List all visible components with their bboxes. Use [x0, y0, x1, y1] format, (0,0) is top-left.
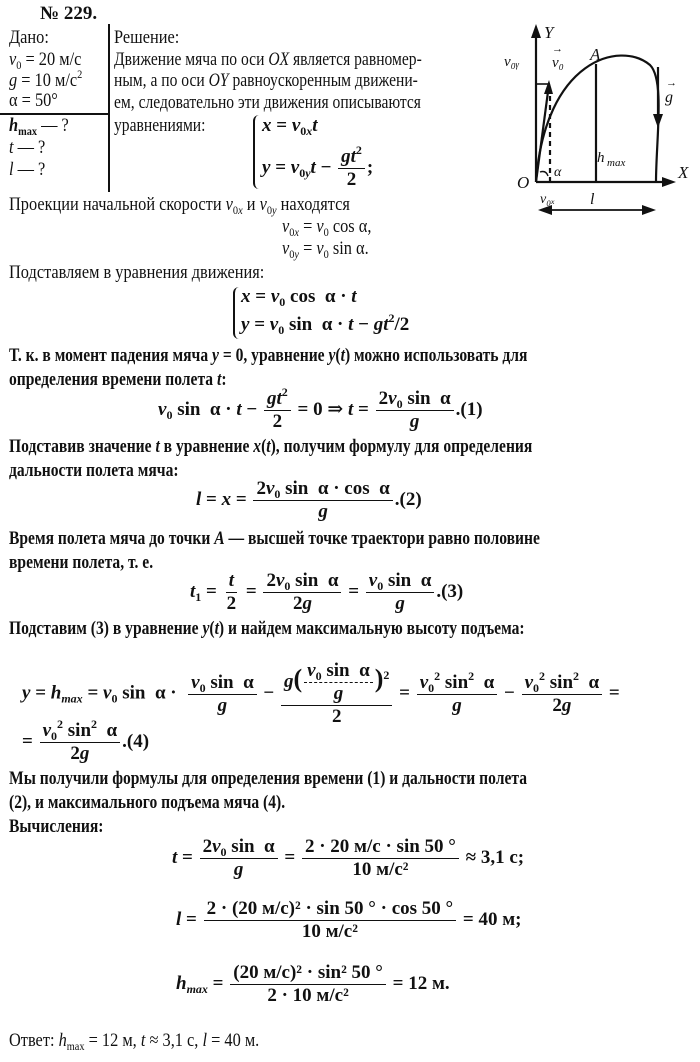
calc-t: t = $\frac{2v_0 \sin \alpha}{g}$ = $\frac{2 \cdot 20 м/с \cdot \sin 50 ^\circ}{\text{10 м/с²}}$ ≈ 3,1 с; [172, 836, 525, 880]
given-g: g = 10 $м/с^2$ [9, 67, 83, 91]
summary-line-2: (2), и максимального подъема мяча (4). [9, 792, 286, 813]
unknown-l: l — ? [9, 159, 46, 180]
equation-hmax-derivation: $y = h_{max} = v_0$ sin α · $\frac{v_0 \sin \alpha}{g}$ − g( $\frac{v_0 \sin \alpha}{g}$ )$^2$ 2 = $\frac{v_0^2 \sin^2 \alpha}{g}$ − $\frac{v_0^2 \sin^2 \alpha}{2g}$ = [22, 660, 620, 727]
svg-text:v₀ₓ: v₀ₓ [540, 192, 556, 207]
svg-text:h: h [597, 150, 605, 166]
equation-3: $t_1$ = $\frac{t}{2}$ = $\frac{2v_0 \sin \alpha}{2g}$ = $\frac{v_0 \sin \alpha}{g}$ .(3) [190, 570, 464, 614]
system1-eq1: $x = v_{0x}t$ [262, 115, 318, 138]
calc-hmax: $h_{max}$ = $\frac{\text{(20 м/с)² · sin² 50 °}}{\text{2 · 10 м/с²}}$ = 12 м. [176, 962, 450, 1006]
projection-eq-x: $v_{0x} = v_0$ cos α, [282, 216, 372, 239]
fall-text-line-1: Т. к. в момент падения мяча y = 0, уравнение y(t) можно использовать для [9, 345, 528, 366]
label-x-axis: X [678, 163, 689, 182]
range-text-line-2: дальности полета мяча: [9, 460, 179, 481]
summary-line-1: Мы получили формулы для определения времени (1) и дальности полета [9, 768, 528, 789]
solution-line-2: ным, а по оси OY равноускоренным движени- [114, 70, 418, 91]
solution-line-3: ем, следовательно эти движения описываются [114, 92, 421, 113]
unknown-hmax: $h_{max}$ — ? [9, 115, 69, 138]
label-apex: A [590, 45, 601, 64]
fall-text-line-2: определения времени полета t: [9, 369, 227, 390]
given-vertical-divider [108, 24, 110, 192]
system2-eq1: $x = v_0$ cos α · t [241, 286, 357, 309]
range-text-line-1: Подставив значение t в уравнение x(t), получим формулу для определения [9, 436, 533, 457]
svg-text:v₀: v₀ [552, 55, 564, 71]
label-origin: O [517, 173, 530, 192]
svg-text:v₀ᵧ: v₀ᵧ [504, 54, 520, 70]
given-v0: $v_0 = 20$ м/с [9, 49, 82, 72]
problem-number: № 229. [40, 3, 98, 24]
trajectory-diagram [500, 20, 700, 220]
svg-text:max: max [607, 157, 626, 169]
apex-text-line-1: Время полета мяча до точки A — высшей точке траектори равно половине [9, 528, 540, 549]
given-alpha: α = 50° [9, 90, 58, 111]
hmax-text: Подставим (3) в уравнение y(t) и найдем максимальную высоту подъема: [9, 618, 525, 639]
svg-text:l: l [590, 191, 595, 208]
solution-line-1: Движение мяча по оси OX является равномер- [114, 49, 422, 70]
svg-text:g: g [665, 89, 673, 106]
solution-line-4: уравнениями: [114, 115, 206, 136]
svg-text:α: α [554, 165, 562, 180]
answer: Ответ: $h_{max} = 12$ м, t ≈ 3,1 с, l = 40 м. [9, 1030, 260, 1053]
equation-2: l = x = $\frac{2v_0 \sin \alpha \cdot \cos \alpha}{g}$ .(2) [196, 478, 422, 522]
equation-1: $v_0$ sin α · t − $\frac{gt^2}{2}$ = 0 ⇒ t = $\frac{2v_0 \sin \alpha}{g}$ .(1) [158, 385, 483, 432]
substitute-text: Подставляем в уравнения движения: [9, 262, 265, 283]
v0-vector [536, 84, 549, 182]
label-y-axis: Y [544, 23, 554, 42]
apex-text-line-2: времени полета, т. е. [9, 552, 154, 573]
given-title: Дано: [9, 27, 49, 48]
unknown-t: t — ? [9, 137, 46, 158]
projections-text: Проекции начальной скорости $v_{0x}$ и $v_{0y}$ находятся [9, 194, 350, 217]
svg-text:→: → [666, 77, 677, 89]
equation-4: = $\frac{v_0^2 \sin^2 \alpha}{2g}$ .(4) [22, 717, 150, 764]
system1-eq2: $y = v_{0y}t$ − $\frac{gt^2}{2}$ ; [262, 143, 374, 190]
projection-eq-y: $v_{0y} = v_0$ sin α. [282, 238, 369, 261]
calc-l: l = $\frac{\text{2 · (20 м/с)² · sin 50 ° · cos 50 °}}{\text{10 м/с²}}$ = 40 м; [176, 898, 522, 942]
calc-title: Вычисления: [9, 816, 104, 837]
svg-text:→: → [552, 43, 563, 55]
system2-eq2: $y = v_0$ $\sin \alpha \cdot t - gt^2/2$ [241, 311, 410, 337]
solution-title: Решение: [114, 27, 180, 48]
